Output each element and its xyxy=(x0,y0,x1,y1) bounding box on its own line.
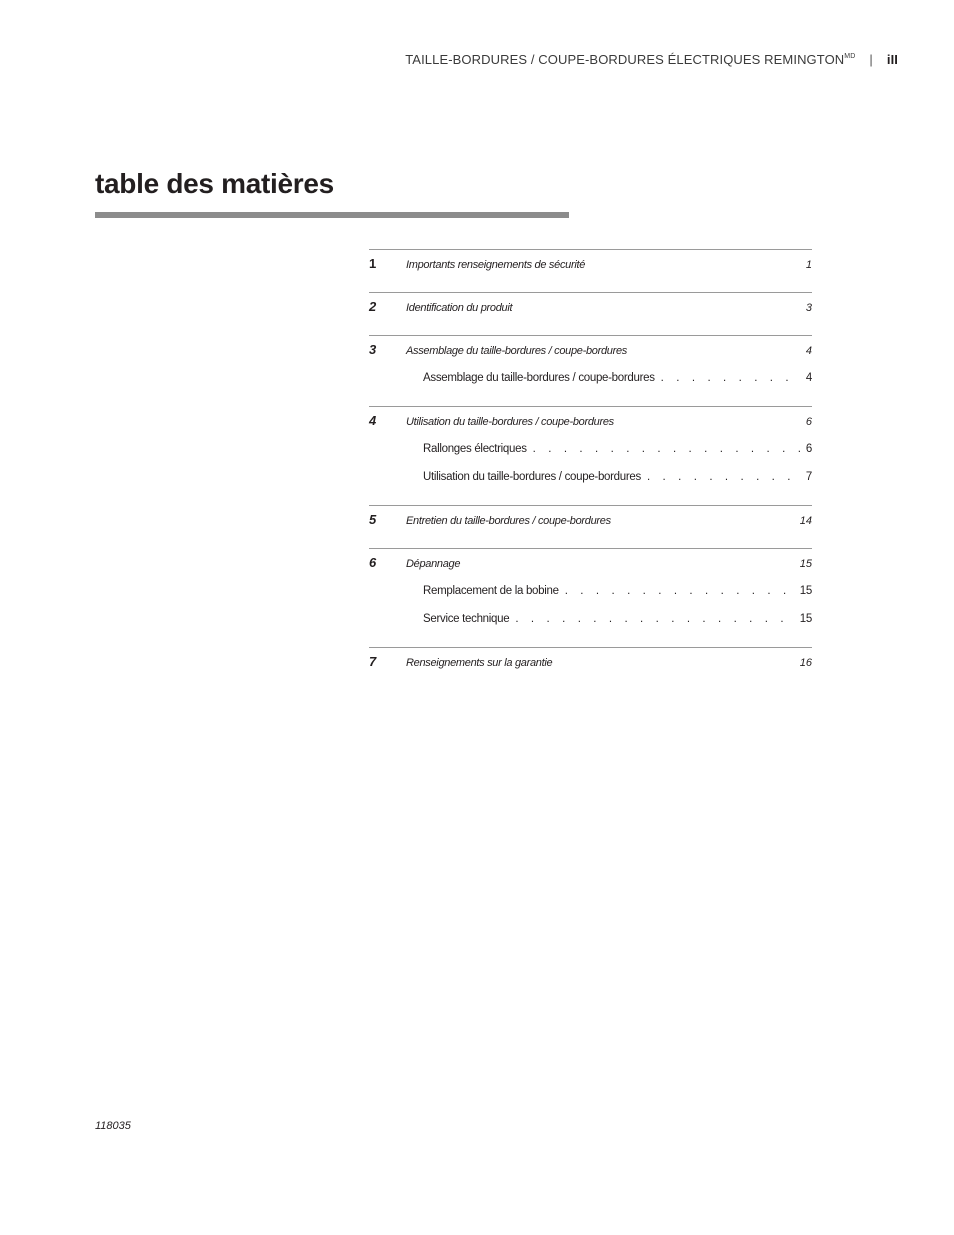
trademark-mark: MD xyxy=(844,53,856,60)
toc-entry[interactable] xyxy=(369,654,812,670)
toc-entry[interactable] xyxy=(369,256,812,272)
running-title: TAILLE-BORDURES / COUPE-BORDURES ÉLECTRIQUES REMINGTON xyxy=(405,52,845,67)
toc-entry[interactable] xyxy=(369,413,812,429)
section-page: 4 xyxy=(805,345,812,357)
running-header xyxy=(405,52,898,67)
section-number: 7 xyxy=(369,654,377,669)
section-number: 4 xyxy=(369,413,377,428)
toc-section-3 xyxy=(369,335,812,406)
toc-entry[interactable] xyxy=(369,555,812,571)
subsection-title: Utilisation du taille-bordures / coupe-bordures xyxy=(423,471,641,483)
toc-subentry[interactable] xyxy=(423,441,812,457)
dot-leader xyxy=(533,441,802,457)
document-code: 118035 xyxy=(95,1120,131,1132)
page-number: iII xyxy=(886,52,898,67)
toc-subentry[interactable] xyxy=(423,370,812,386)
subsection-page: 4 xyxy=(805,372,812,384)
toc-subentry[interactable] xyxy=(423,469,812,485)
subsection-page: 6 xyxy=(805,443,812,455)
section-title: Utilisation du taille-bordures / coupe-bordures xyxy=(406,416,614,428)
title-underline xyxy=(95,212,569,218)
toc-section-7 xyxy=(369,647,812,690)
toc-section-1 xyxy=(369,249,812,292)
dot-leader xyxy=(647,469,802,485)
dot-leader xyxy=(661,370,802,386)
toc-subentry[interactable] xyxy=(423,583,812,599)
section-title: Renseignements sur la garantie xyxy=(406,657,553,669)
subsection-title: Assemblage du taille-bordures / coupe-bordures xyxy=(423,372,655,384)
section-page: 1 xyxy=(805,259,812,271)
dot-leader xyxy=(565,583,796,599)
section-number: 3 xyxy=(369,342,377,357)
section-page: 6 xyxy=(805,416,812,428)
toc-entry[interactable] xyxy=(369,299,812,315)
dot-leader xyxy=(515,611,795,627)
section-page: 15 xyxy=(799,558,812,570)
toc-entry[interactable] xyxy=(369,342,812,358)
toc-section-4 xyxy=(369,406,812,505)
subsection-page: 7 xyxy=(805,471,812,483)
subsection-page: 15 xyxy=(799,585,812,597)
toc-section-5 xyxy=(369,505,812,548)
header-separator: | xyxy=(869,52,873,67)
section-page: 14 xyxy=(799,515,812,527)
toc-subentry[interactable] xyxy=(423,611,812,627)
toc-section-6 xyxy=(369,548,812,647)
table-of-contents xyxy=(369,249,812,690)
section-number: 1 xyxy=(369,256,377,271)
toc-section-2 xyxy=(369,292,812,335)
section-title: Dépannage xyxy=(406,558,461,570)
subsection-page: 15 xyxy=(799,613,812,625)
section-number: 6 xyxy=(369,555,377,570)
section-number: 5 xyxy=(369,512,377,527)
subsection-title: Service technique xyxy=(423,613,510,625)
page-title: table des matières xyxy=(95,168,334,199)
subsection-title: Remplacement de la bobine xyxy=(423,585,559,597)
section-title: Assemblage du taille-bordures / coupe-bordures xyxy=(406,345,627,357)
section-page: 16 xyxy=(799,657,812,669)
section-page: 3 xyxy=(805,302,812,314)
section-title: Identification du produit xyxy=(406,302,513,314)
section-title: Importants renseignements de sécurité xyxy=(406,259,586,271)
section-title: Entretien du taille-bordures / coupe-bordures xyxy=(406,515,611,527)
subsection-title: Rallonges électriques xyxy=(423,443,527,455)
section-number: 2 xyxy=(369,299,377,314)
toc-entry[interactable] xyxy=(369,512,812,528)
